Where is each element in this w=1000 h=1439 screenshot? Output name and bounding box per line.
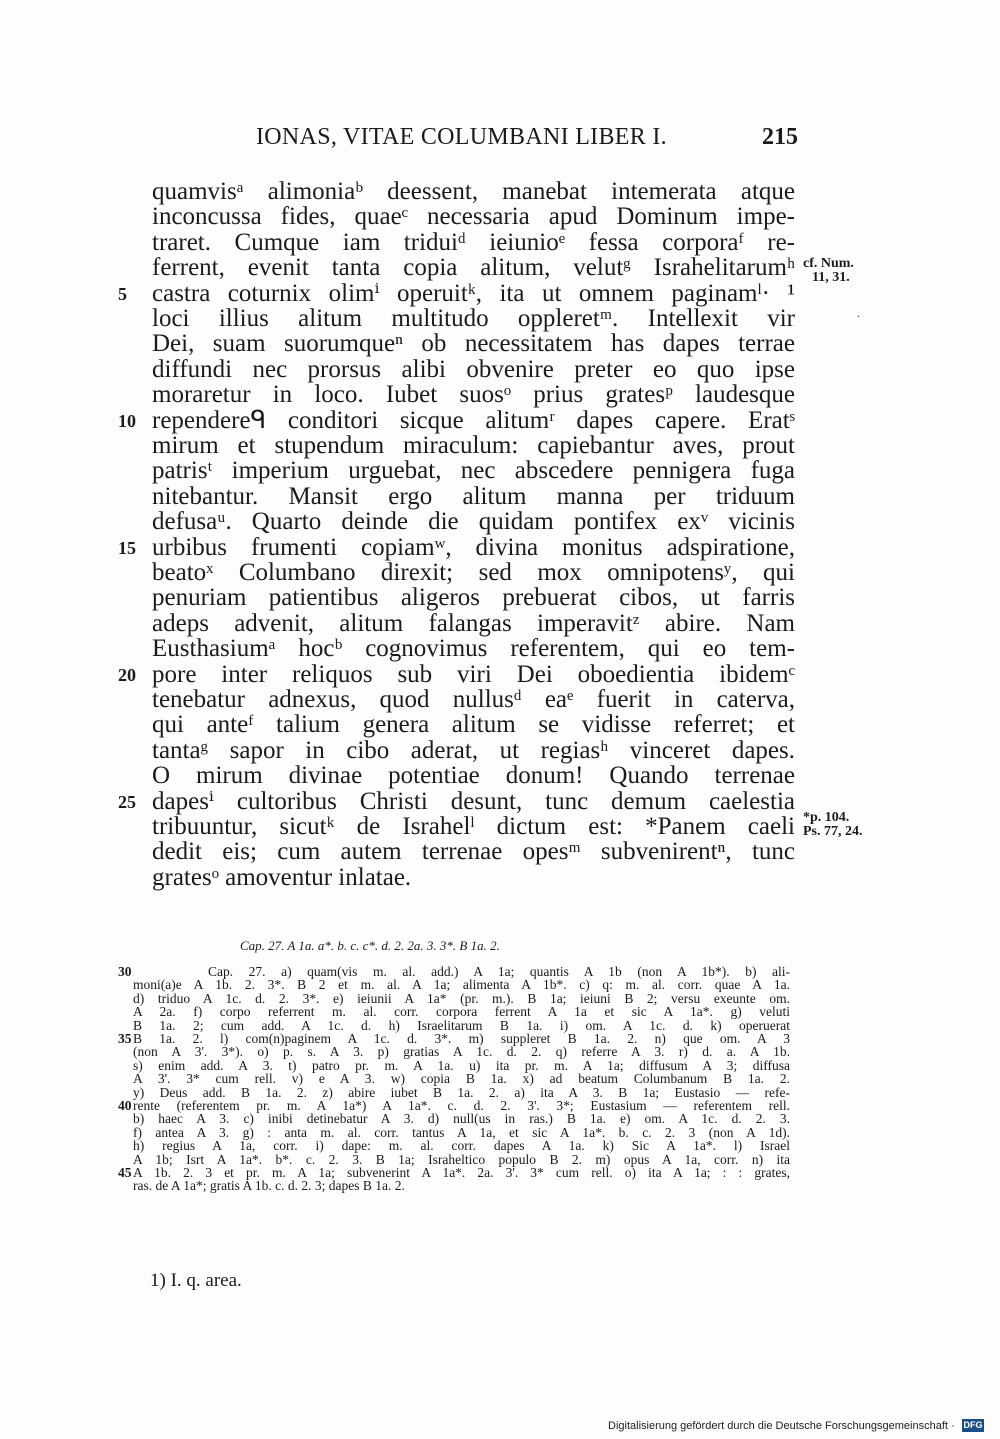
- line-number: 25: [118, 791, 136, 812]
- text-line: loci illius alitum multitudo oppleretᵐ. Intellexit vir: [152, 305, 795, 332]
- margin-note-numbers: [803, 257, 854, 285]
- apparatus-witness-list: Cap. 27. A 1a. a*. b. c. c*. d. 2. 2a. 3. 3*. B 1a. 2.: [240, 938, 500, 953]
- apparatus-line: ras. de A 1a*; gratis A 1b. c. d. 2. 3; dapes B 1a. 2.: [133, 1178, 405, 1194]
- line-number: 15: [118, 537, 136, 558]
- apparatus-line-number: 30: [118, 964, 132, 979]
- apparatus-line: d) triduo A 1c. d. 2. 3*. e) ieiunii A 1a* (pr. m.). B 1a; ieiuni B 2; versu exeunte om.: [133, 990, 790, 1006]
- apparatus-line: A 1b. 2. 3 et pr. m. A 1a; subvenerint A 1a*. 2a. 3'. 3* cum rell. o) ita A 1a; : : grates,: [133, 1165, 790, 1180]
- text-line: ferrent, evenit tanta copia alitum, velutᵍ Israhelitarumʰ: [152, 254, 795, 282]
- margin-dot: ·: [857, 312, 861, 323]
- apparatus-line: Cap. 27. a) quam(vis m. al. add.) A 1a; quantis A 1b (non A 1b*). b) ali-: [208, 964, 790, 979]
- apparatus-line: rente (referentem pr. m. A 1a*) A 1a*. c. d. 2. 3'. 3*; Eustasium — referentem rell.: [133, 1098, 790, 1113]
- text-line: tribuuntur, sicutᵏ de Israhelˡ dictum est: *Panem caeli: [152, 813, 795, 840]
- text-line: nitebantur. Mansit ergo alitum manna per triduum: [152, 482, 795, 510]
- text-line: castra coturnix olimⁱ operuitᵏ, ita ut omnem paginamˡ· ¹: [152, 279, 795, 307]
- text-line: traret. Cumque iam triduiᵈ ieiunioᵉ fessa corporaᶠ re-: [152, 228, 795, 256]
- line-number: 5: [118, 283, 127, 304]
- page-number: 215: [762, 124, 798, 150]
- text-line: gratesᵒ amoventur inlatae.: [152, 863, 412, 891]
- text-line: dapesⁱ cultoribus Christi desunt, tunc demum caelestia: [152, 787, 795, 815]
- text-line: quamvisᵃ alimoniaᵇ deessent, manebat intemerata atque: [152, 178, 795, 205]
- apparatus-line: b) haec A 3. c) inibi detinebatur A 3. d) null(us in ras.) B 1a. e) om. A 1c. d. 2. 3.: [133, 1111, 790, 1127]
- apparatus-line-number: 45: [118, 1165, 132, 1180]
- apparatus-line: h) regius A 1a, corr. i) dape: m. al. corr. dapes A 1a. k) Sic A 1a*. l) Israel: [133, 1138, 790, 1154]
- text-line: mirum et stupendum miraculum: capiebantur aves, prout: [152, 432, 795, 459]
- text-line: O mirum divinae potentiae donum! Quando terrenae: [152, 762, 795, 790]
- margin-note-line: Ps. 77, 24.: [803, 824, 863, 839]
- text-line: rependereᑫ conditori sicque alitumʳ dapes capere. Eratˢ: [152, 406, 795, 434]
- apparatus-line: s) enim add. A 3. t) patro pr. m. A 1a. u) ita pr. m. A 1a; diffusum A 3; diffusa: [133, 1057, 790, 1073]
- text-line: penuriam patientibus aligeros prebuerat cibos, ut farris: [152, 584, 795, 612]
- apparatus-line: moni(a)e A 1b. 2. 3*. B 2 et m. al. A 1a; alimenta A 1b*. c) q: m. al. corr. quae A 1a.: [133, 977, 790, 993]
- text-line: Dei, suam suorumqueⁿ ob necessitatem has dapes terrae: [152, 330, 795, 358]
- margin-note-psalms: [803, 811, 863, 839]
- apparatus-line: f) antea A 3. g) : anta m. al. corr. tantus A 1a, et sic A 1a*. b. c. 2. 3 (non A 1d).: [133, 1124, 790, 1140]
- apparatus-line: B 1a. 2. l) com(n)paginem A 1c. d. 3*. m) suppleret B 1a. 2. n) que om. A 3: [133, 1031, 790, 1046]
- line-number: 20: [118, 664, 136, 685]
- digitization-notice: Digitalisierung gefördert durch die Deutsche Forschungsgemeinschaft ·: [608, 1420, 955, 1432]
- text-line: Eusthasiumᵃ hocᵇ cognovimus referentem, qui eo tem-: [152, 635, 795, 663]
- line-number: 10: [118, 410, 136, 431]
- text-line: moraretur in loco. Iubet suosᵒ prius gratesᵖ laudesque: [152, 381, 795, 409]
- dfg-logo: DFG: [963, 1420, 983, 1430]
- text-line: dedit eis; cum autem terrenae opesᵐ subvenirentⁿ, tunc: [152, 838, 795, 866]
- text-line: patrisᵗ imperium urguebat, nec abscedere pennigera fuga: [152, 457, 795, 485]
- text-line: defusaᵘ. Quarto deinde die quidam pontifex exᵛ vicinis: [152, 508, 795, 536]
- text-line: beatoˣ Columbano direxit; sed mox omnipotensʸ, qui: [152, 559, 795, 586]
- apparatus-line: A 1b; Isrt A 1a*. b*. c. 2. 3. B 1a; Israheltico populo B 2. m) opus A 1a, corr. n) ita: [133, 1151, 790, 1167]
- margin-note-line: cf. Num.: [803, 256, 854, 271]
- apparatus-line: A 3'. 3* cum rell. v) e A 3. w) copia B 1a. x) ad beatum Columbanum B 1a. 2.: [133, 1071, 790, 1087]
- text-line: pore inter reliquos sub viri Dei oboedientia ibidemᶜ: [152, 660, 795, 688]
- text-line: inconcussa fides, quaeᶜ necessaria apud Dominum impe-: [152, 203, 795, 231]
- text-line: tenebatur adnexus, quod nullusᵈ eaᵉ fuerit in caterva,: [152, 686, 795, 713]
- apparatus-line: B 1a. 2; cum add. A 1c. d. h) Israelitarum B 1a. i) om. A 1c. d. k) operuerat: [133, 1017, 790, 1033]
- text-line: adeps advenit, alitum falangas imperavitᶻ abire. Nam: [152, 609, 795, 637]
- apparatus-line-number: 40: [118, 1098, 132, 1113]
- margin-note-line: *p. 104.: [803, 810, 850, 825]
- margin-note-line: 11, 31.: [812, 270, 850, 285]
- apparatus-line: (non A 3'. 3*). o) p. s. A 3. p) gratias A 1c. d. 2. q) referre A 3. r) d. a. A 1b.: [133, 1044, 790, 1060]
- text-line: urbibus frumenti copiamʷ, divina monitus adspiratione,: [152, 533, 795, 561]
- text-line: qui anteᶠ talium genera alitum se vidisse referret; et: [152, 711, 795, 739]
- apparatus-line-number: 35: [118, 1031, 132, 1046]
- running-header-title: IONAS, VITAE COLUMBANI LIBER I.: [256, 124, 667, 150]
- text-line: diffundi nec prorsus alibi obvenire preter eo quo ipse: [152, 355, 795, 383]
- apparatus-line: A 2a. f) corpo referrent m. al. corr. corpora ferrent A 1a et sic A 1a*. g) veluti: [133, 1004, 790, 1020]
- footnote: 1) I. q. area.: [150, 1270, 242, 1291]
- apparatus-line: y) Deus add. B 1a. 2. z) abire iubet B 1a. 2. a) ita A 3. B 1a; Eustasio — refe-: [133, 1084, 790, 1100]
- text-line: tantaᵍ sapor in cibo aderat, ut regiasʰ vinceret dapes.: [152, 736, 795, 764]
